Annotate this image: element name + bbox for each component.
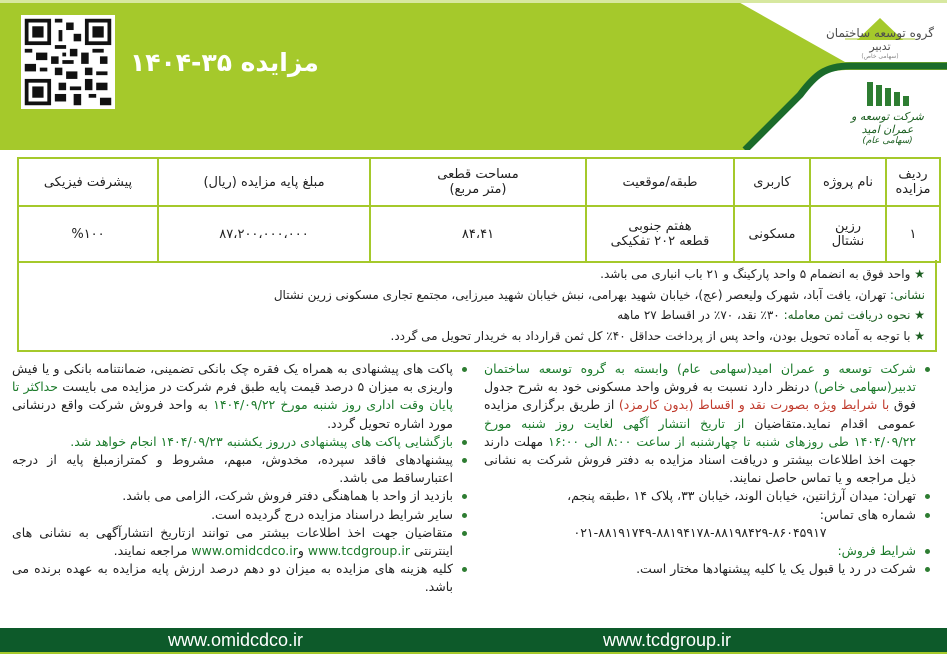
term-opening: بازگشایی پاکت های پیشنهادی درروز یکشنبه ۱۴۰۴/۰۹/۲۳ انجام خواهد شد. <box>12 433 467 451</box>
right-column <box>484 360 930 578</box>
auction-title: مزایده ۳۵-۱۴۰۴ <box>130 48 319 77</box>
bullet-icon <box>462 367 467 372</box>
omid-logo <box>835 82 940 146</box>
cell-physical-progress: %۱۰۰ <box>18 206 158 262</box>
star-icon: ★ <box>910 308 925 322</box>
term-other: سایر شرایط دراسناد مزایده درج گردیده است. <box>12 506 467 524</box>
tadbir-logo-line2: تدبیر <box>869 40 891 53</box>
footer-link-tcdgroup[interactable]: www.tcdgroup.ir <box>603 630 732 650</box>
cell-project-name: رزین نشتال <box>810 206 886 262</box>
phone-numbers: ۰۲۱-۸۸۱۹۱۷۴۹-۸۸۱۹۴۱۷۸-۸۸۱۹۸۴۲۹-۸۶۰۴۵۹۱۷ <box>573 524 827 540</box>
header-physical-progress: پیشرفت فیزیکی <box>18 158 158 206</box>
sale-terms: شرکت در رد یا قبول یک یا کلیه پیشنهادها مختار است. <box>484 560 930 578</box>
term-costs: کلیه هزینه های مزایده به میزان دو دهم درصد ارزش پایه مزایده به عهده برنده می باشد. <box>12 560 467 596</box>
table-row <box>18 206 940 262</box>
bullet-icon <box>925 494 930 499</box>
note-address: نشانی: تهران، یافت آباد، شهرک ولیعصر (عج)، خیابان شهید بهرامی، نبش خیابان شهید میرزایی، مجتمع تجاری مسکونی زرین نشتال <box>273 287 925 302</box>
footer-bar <box>0 628 947 652</box>
omid-logo-line1: شرکت توسعه و عمران امید <box>851 110 924 136</box>
note-delivery: ★ با توجه به آماده تحویل بودن، واحد پس از پرداخت حداقل ۴۰٪ کل ثمن قرارداد به خریدار تحویل می گردد. <box>390 328 925 343</box>
bullet-icon <box>925 367 930 372</box>
top-edge <box>0 0 947 3</box>
link-tcdgroup[interactable]: www.tcdgroup.ir <box>307 543 410 559</box>
header-base-price: مبلغ پایه مزایده (ریال) <box>158 158 370 206</box>
bullet-icon <box>462 494 467 499</box>
table-header-row <box>18 158 940 206</box>
office-address: تهران: میدان آرژانتین، خیابان الوند، خیابان ۳۳، پلاک ۱۴ ،طبقه پنجم، <box>484 487 930 505</box>
bullet-icon <box>462 531 467 536</box>
tadbir-logo-line1: گروه توسعه ساختمان <box>825 26 935 40</box>
tadbir-logo <box>820 18 940 60</box>
bullet-icon <box>462 513 467 518</box>
qr-code[interactable] <box>21 15 115 109</box>
intro-paragraph: شرکت توسعه و عمران امید(سهامی عام) وابسته به گروه توسعه ساختمان تدبیر(سهامی خاص) درنظر دارد نسبت به فروش واحد مسکونی خود به شرح جدول فوق با شرایط ویژه بصورت نقد و اقساط (بدون کارمزد) از طریق برگزاری مزایده عمومی اقدام نماید.متقاضیان از تاریخ انتشار آگهی لغایت روز شنبه مورخ ۱۴۰۴/۰۹/۲۲ طی روزهای شنبه تا چهارشنبه از ساعت ۸:۰۰ الی ۱۶:۰۰ مهلت دارند جهت اخذ اطلاعات بیشتر و دریافت اسناد مزایده به دفتر فروش شرکت به نشانی ذیل مراجعه و یا تماس حاصل نمایند. <box>484 360 930 487</box>
bullet-icon <box>462 440 467 445</box>
cell-base-price: ۸۷،۲۰۰،۰۰۰،۰۰۰ <box>158 206 370 262</box>
qr-code-icon <box>21 15 115 109</box>
cell-row-number: ۱ <box>886 206 940 262</box>
note-payment: ★ نحوه دریافت ثمن معامله: ۳۰٪ نقد، ۷۰٪ در اقساط ۲۷ ماهه <box>617 308 925 322</box>
bullet-icon <box>925 567 930 572</box>
auction-table <box>17 157 941 263</box>
cell-floor-location: هفتم جنوبی قطعه ۲۰۲ تفکیکی <box>586 206 734 262</box>
cell-area: ۸۴،۴۱ <box>370 206 586 262</box>
term-visit: بازدید از واحد با هماهنگی دفتر فروش شرکت، الزامی می باشد. <box>12 487 467 505</box>
footer-link-omidcdco[interactable]: www.omidcdco.ir <box>168 630 304 650</box>
header-project-name: نام پروژه <box>810 158 886 206</box>
star-icon: ★ <box>910 267 925 281</box>
bullet-icon <box>462 458 467 463</box>
header-area: مساحت قطعی (متر مربع) <box>370 158 586 206</box>
sale-terms-label: شرایط فروش: <box>484 542 930 560</box>
phones-label: شماره های تماس: <box>484 506 930 524</box>
note-parking: ★ واحد فوق به انضمام ۵ واحد پارکینگ و ۲۱ باب انباری می باشد. <box>600 267 925 281</box>
header-usage: کاربری <box>734 158 810 206</box>
bullet-icon <box>925 513 930 518</box>
header-row-number: ردیف مزایده <box>886 158 940 206</box>
term-invalid-bids: پیشنهادهای فاقد سپرده، مخدوش، مبهم، مشروط و کمترازمبلغ پایه از درجه اعتبارساقط می باشد. <box>12 451 467 487</box>
bullet-icon <box>925 549 930 554</box>
link-omidcdco[interactable]: www.omidcdco.ir <box>191 543 298 559</box>
tadbir-logo-line3: (سهامی خاص) <box>861 53 899 60</box>
term-envelopes: پاکت های پیشنهادی به همراه یک فقره چک بانکی تضمینی، ضمانتنامه بانکی و یا فیش واریزی به میزان ۵ درصد قیمت پایه طبق فرم شرکت در مزایده می بایست حداکثر تا پایان وقت اداری روز شنبه مورخ ۱۴۰۴/۰۹/۲۲ به واحد فروش شرکت واقع درنشانی مورد اشاره تحویل گردد. <box>12 360 467 433</box>
header-floor-location: طبقه/موقعیت <box>586 158 734 206</box>
header-banner <box>0 0 947 150</box>
omid-bars-icon <box>835 82 940 106</box>
omid-logo-line2: (سهامی عام) <box>862 136 913 146</box>
left-column <box>12 360 467 597</box>
term-websites: متقاضیان جهت اخذ اطلاعات بیشتر می توانند ازتاریخ انتشارآگهی به نشانی های اینترنتی www.tcdgroup.ir وwww.omidcdco.ir مراجعه نمایند. <box>12 524 467 560</box>
bullet-icon <box>462 567 467 572</box>
property-notes <box>17 260 937 352</box>
star-icon: ★ <box>910 328 925 343</box>
cell-usage: مسکونی <box>734 206 810 262</box>
